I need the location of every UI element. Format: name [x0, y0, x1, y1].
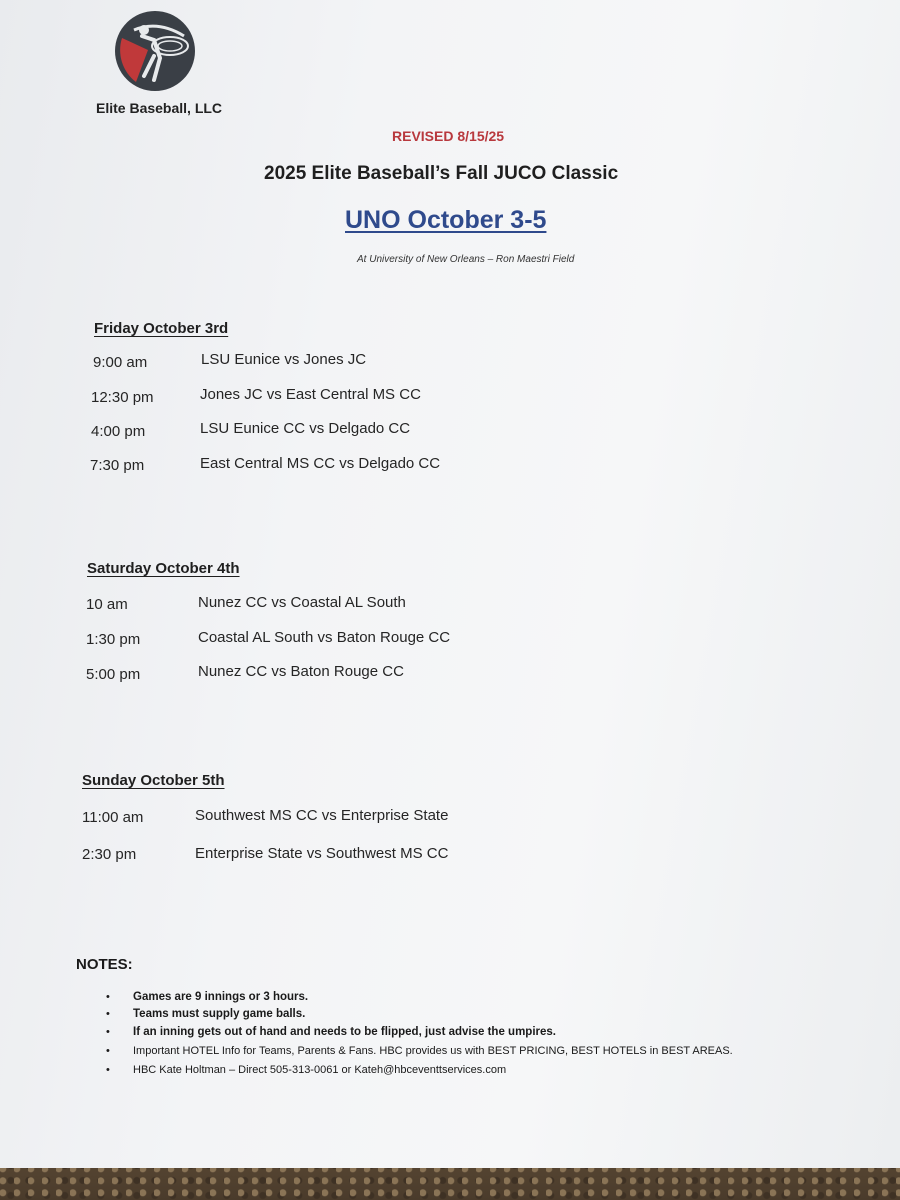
game-time: 7:30 pm	[90, 457, 145, 474]
day-heading-friday: Friday October 3rd	[94, 320, 229, 337]
venue-location: At University of New Orleans – Ron Maestri Field	[357, 254, 575, 265]
game-time: 9:00 am	[93, 354, 148, 371]
game-time: 10 am	[86, 596, 128, 613]
company-name: Elite Baseball, LLC	[96, 100, 223, 116]
bullet-icon: •	[106, 1064, 110, 1076]
game-matchup: Jones JC vs East Central MS CC	[200, 386, 421, 403]
game-matchup: LSU Eunice CC vs Delgado CC	[200, 420, 411, 437]
note-item: Teams must supply game balls.	[133, 1008, 306, 1020]
note-item: HBC Kate Holtman – Direct 505-313-0061 or Kateh@hbceventtservices.com	[133, 1064, 507, 1076]
day-heading-saturday: Saturday October 4th	[87, 560, 240, 577]
bullet-icon: •	[106, 991, 110, 1003]
game-matchup: Coastal AL South vs Baton Rouge CC	[198, 629, 451, 646]
game-time: 2:30 pm	[82, 846, 137, 863]
game-time: 1:30 pm	[86, 631, 141, 648]
game-matchup: East Central MS CC vs Delgado CC	[200, 455, 441, 472]
game-matchup: Nunez CC vs Baton Rouge CC	[198, 663, 404, 680]
game-time: 11:00 am	[82, 809, 144, 826]
bullet-icon: •	[106, 1026, 110, 1038]
bullet-icon: •	[106, 1045, 110, 1057]
game-matchup: Southwest MS CC vs Enterprise State	[195, 807, 449, 824]
note-item: Important HOTEL Info for Teams, Parents & Fans. HBC provides us with BEST PRICING, BEST HOTELS in BEST AREAS.	[133, 1045, 733, 1057]
game-time: 12:30 pm	[91, 389, 154, 406]
elite-baseball-logo	[114, 10, 196, 92]
bullet-icon: •	[106, 1008, 110, 1020]
game-matchup: Enterprise State vs Southwest MS CC	[195, 845, 449, 862]
event-dates-heading: UNO October 3-5	[345, 206, 547, 234]
game-matchup: Nunez CC vs Coastal AL South	[198, 594, 406, 611]
notes-heading: NOTES:	[76, 956, 133, 973]
day-heading-sunday: Sunday October 5th	[82, 772, 225, 789]
note-item: If an inning gets out of hand and needs to be flipped, just advise the umpires.	[133, 1026, 556, 1038]
game-time: 4:00 pm	[91, 423, 146, 440]
note-item: Games are 9 innings or 3 hours.	[133, 991, 309, 1003]
game-matchup: LSU Eunice vs Jones JC	[201, 351, 367, 368]
game-time: 5:00 pm	[86, 666, 141, 683]
document-title: 2025 Elite Baseball’s Fall JUCO Classic	[264, 163, 619, 184]
revised-date: REVISED 8/15/25	[392, 128, 505, 144]
